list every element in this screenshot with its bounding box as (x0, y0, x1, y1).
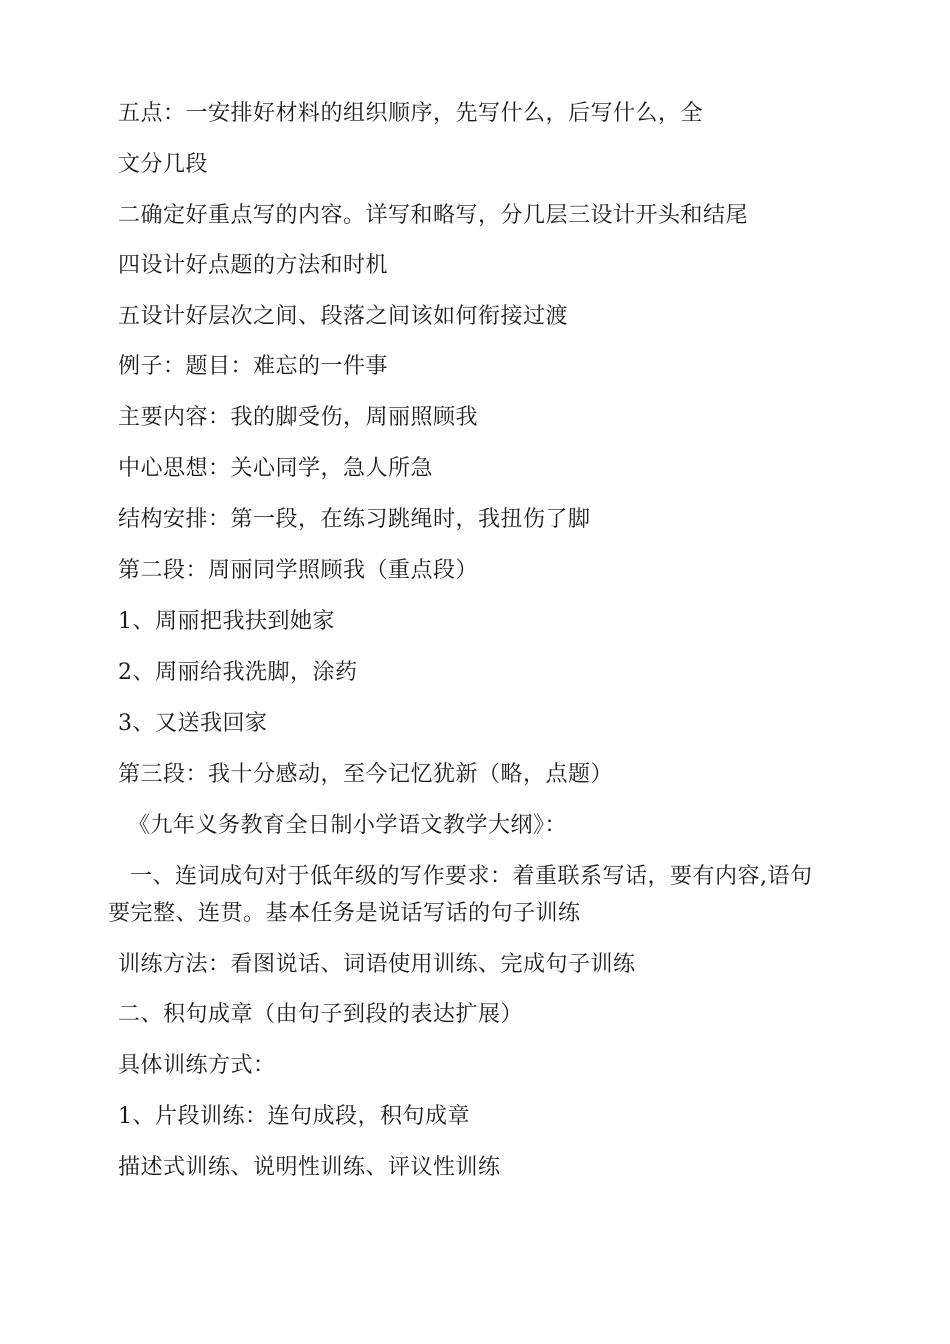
text-line-3: 二确定好重点写的内容。详写和略写，分几层三设计开头和结尾 (118, 203, 749, 228)
text-line-20: 具体训练方式： (118, 1053, 276, 1078)
text-line-2: 文分几段 (118, 152, 209, 177)
text-line-10: 第二段：周丽同学照顾我（重点段） (118, 558, 479, 583)
text-line-11: 1、周丽把我扶到她家 (118, 609, 335, 634)
text-line-6: 例子：题目：难忘的一件事 (118, 354, 389, 379)
text-line-16: 一、连词成句对于低年级的写作要求：着重联系写话，要有内容,语句 (130, 864, 813, 889)
text-line-8: 中心思想：关心同学，急人所急 (118, 456, 434, 481)
text-line-4: 四设计好点题的方法和时机 (118, 253, 389, 278)
text-line-14: 第三段：我十分感动，至今记忆犹新（略，点题） (118, 762, 614, 787)
text-line-19: 二、积句成章（由句子到段的表达扩展） (118, 1002, 524, 1027)
text-line-15: 《九年义务教育全日制小学语文教学大纲》： (128, 813, 568, 838)
text-line-21: 1、片段训练：连句成段，积句成章 (118, 1104, 470, 1129)
text-line-5: 五设计好层次之间、段落之间该如何衔接过渡 (118, 304, 569, 329)
text-line-18: 训练方法：看图说话、词语使用训练、完成句子训练 (118, 952, 636, 977)
text-line-22: 描述式训练、说明性训练、评议性训练 (118, 1155, 501, 1180)
text-line-17: 要完整、连贯。基本任务是说话写话的句子训练 (108, 901, 581, 926)
text-line-13: 3、又送我回家 (118, 711, 268, 736)
text-line-1: 五点：一安排好材料的组织顺序，先写什么，后写什么，全 (118, 101, 704, 126)
text-line-9: 结构安排：第一段，在练习跳绳时，我扭伤了脚 (118, 507, 591, 532)
text-line-12: 2、周丽给我洗脚，涂药 (118, 660, 358, 685)
text-line-7: 主要内容：我的脚受伤，周丽照顾我 (118, 405, 479, 430)
